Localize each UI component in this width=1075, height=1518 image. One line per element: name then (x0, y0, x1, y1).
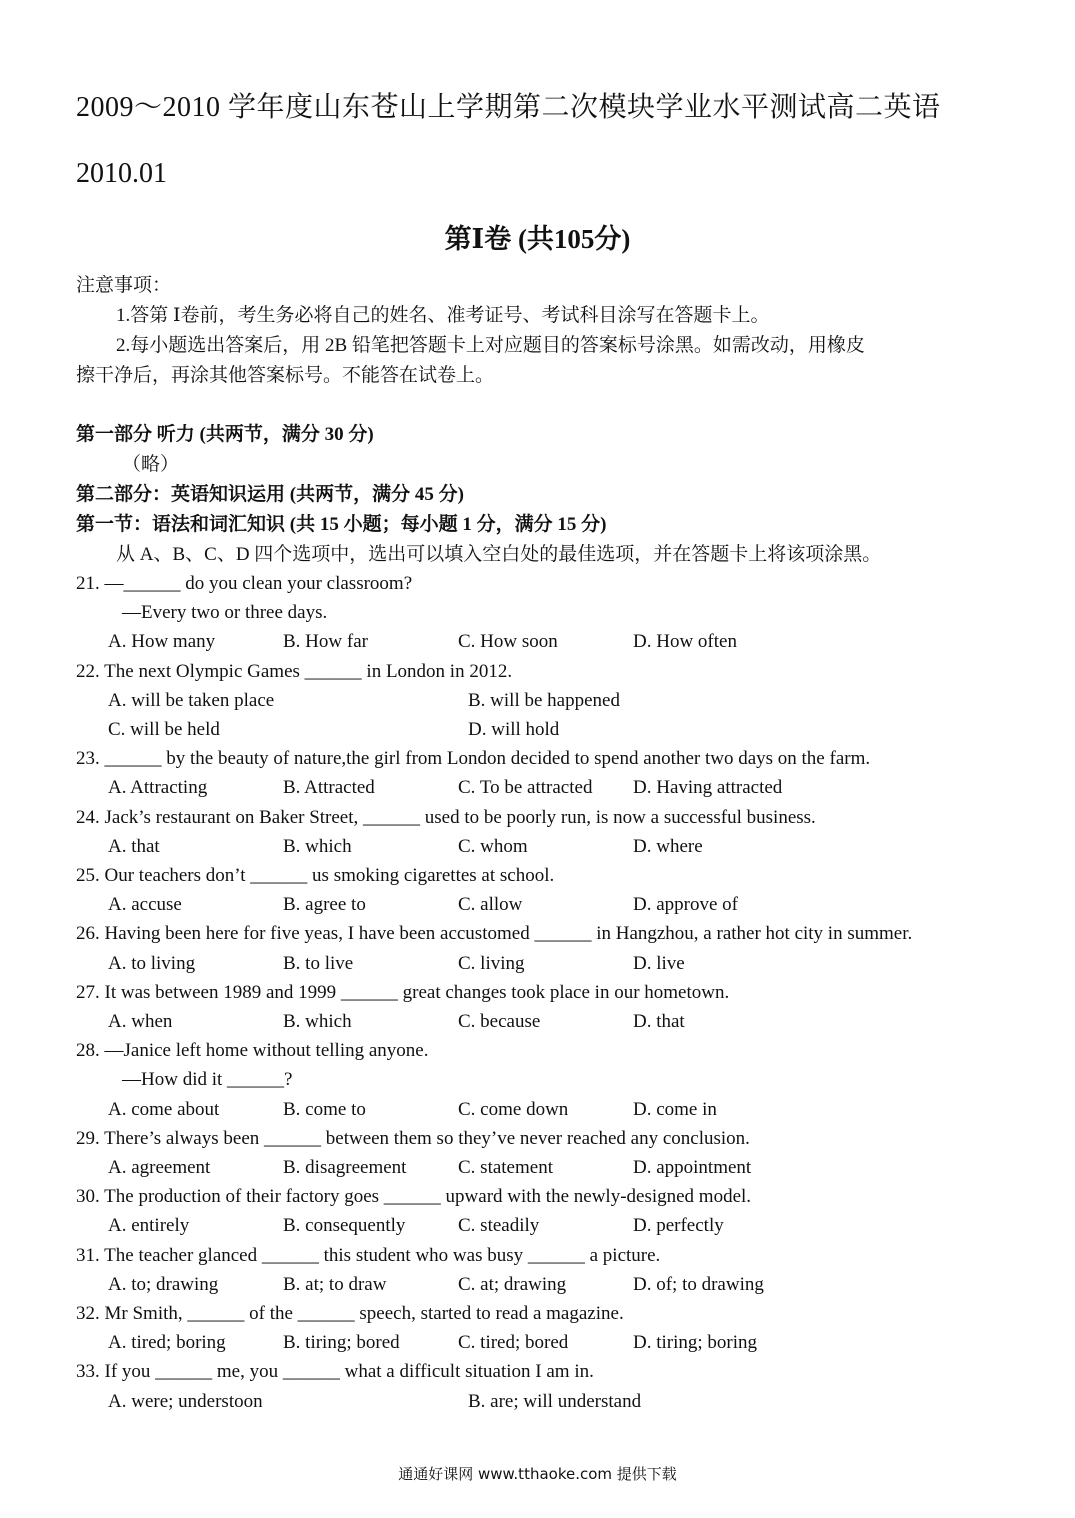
question-32-stem: 32. Mr Smith, ______ of the ______ speech, started to read a magazine. (76, 1303, 624, 1325)
option-b: B. How far (283, 631, 368, 653)
question-21-options (76, 627, 1006, 656)
option-a: A. when (108, 1011, 173, 1033)
option-c: C. allow (458, 894, 523, 916)
volume-title: 第Ⅰ卷 (共105分) (444, 224, 631, 254)
question-21-response: —Every two or three days. (122, 602, 328, 624)
option-a: A. agreement (108, 1157, 211, 1179)
option-b: B. are; will understand (468, 1390, 642, 1412)
question-31-stem: 31. The teacher glanced ______ this student who was busy ______ a picture. (76, 1244, 661, 1266)
question-33-stem: 33. If you ______ me, you ______ what a difficult situation I am in. (76, 1361, 594, 1383)
question-27-stem: 27. It was between 1989 and 1999 ______ great changes took place in our hometown. (76, 981, 730, 1003)
question-22-options-row-2 (76, 715, 1006, 744)
option-a: A. will be taken place (108, 689, 275, 711)
part1-heading: 第一部分 听力 (共两节，满分 30 分) (76, 424, 374, 445)
question-21-stem: 21. —______ do you clean your classroom? (76, 573, 413, 594)
question-24-stem: 24. Jack’s restaurant on Baker Street, ______ used to be poorly run, is now a successful business. (76, 806, 816, 828)
part1-omitted: （略） (122, 454, 180, 475)
option-a: A. tired; boring (108, 1332, 226, 1354)
option-d: D. approve of (633, 894, 738, 916)
question-24-options (76, 832, 1006, 861)
option-a: A. Attracting (108, 777, 208, 799)
option-a: A. How many (108, 631, 216, 653)
option-b: B. tiring; bored (283, 1332, 400, 1354)
option-c: C. because (458, 1011, 541, 1033)
question-28-options (76, 1095, 1006, 1124)
part2-heading: 第二部分：英语知识运用 (共两节，满分 45 分) (76, 484, 464, 505)
question-28-stem: 28. —Janice left home without telling anyone. (76, 1040, 429, 1062)
option-a: A. were; understoon (108, 1390, 263, 1412)
question-28-response: —How did it ______? (122, 1069, 293, 1091)
option-c: C. tired; bored (458, 1332, 569, 1354)
option-b: B. disagreement (283, 1157, 407, 1179)
option-c: C. living (458, 952, 525, 974)
question-26-options (76, 949, 1006, 978)
notes-item-1: 1.答第 Ⅰ卷前，考生务必将自己的姓名、准考证号、考试科目涂写在答题卡上。 (116, 305, 770, 326)
option-c: C. will be held (108, 719, 220, 741)
question-31-options (76, 1270, 1006, 1299)
question-25-stem: 25. Our teachers don’t ______ us smoking cigarettes at school. (76, 865, 555, 887)
option-d: D. of; to drawing (633, 1273, 764, 1295)
option-b: B. agree to (283, 894, 366, 916)
option-b: B. will be happened (468, 689, 620, 711)
option-d: D. Having attracted (633, 777, 783, 799)
question-32-options (76, 1328, 1006, 1357)
option-d: D. will hold (468, 719, 560, 741)
option-a: A. to living (108, 952, 196, 974)
question-25-options (76, 890, 1006, 919)
question-26-stem: 26. Having been here for five yeas, I have been accustomed ______ in Hangzhou, a rather hot city in summer. (76, 923, 913, 945)
option-b: B. which (283, 1011, 352, 1033)
question-22-options-row-1 (76, 686, 1006, 715)
option-d: D. appointment (633, 1157, 752, 1179)
option-d: D. that (633, 1011, 685, 1033)
option-c: C. steadily (458, 1215, 540, 1237)
option-b: B. consequently (283, 1215, 406, 1237)
question-30-stem: 30. The production of their factory goes ______ upward with the newly-designed model. (76, 1186, 752, 1208)
notes-item-2-line-1: 2.每小题选出答案后，用 2B 铅笔把答题卡上对应题目的答案标号涂黑。如需改动，用橡皮 (116, 335, 865, 356)
option-a: A. that (108, 835, 160, 857)
question-23-options (76, 773, 1006, 802)
sections-block (76, 420, 1016, 570)
notes-heading: 注意事项： (76, 275, 172, 296)
option-d: D. perfectly (633, 1215, 724, 1237)
question-30-options (76, 1211, 1006, 1240)
section1-instruction: 从 A、B、C、D 四个选项中，选出可以填入空白处的最佳选项，并在答题卡上将该项涂黑。 (116, 544, 882, 565)
option-d: D. How often (633, 631, 737, 653)
question-29-stem: 29. There’s always been ______ between them so they’ve never reached any conclusion. (76, 1127, 750, 1149)
option-c: C. at; drawing (458, 1273, 567, 1295)
option-a: A. come about (108, 1098, 220, 1120)
option-b: B. to live (283, 952, 354, 974)
page-footer: 通通好课网 www.tthaoke.com 提供下载 (398, 1465, 677, 1483)
option-b: B. at; to draw (283, 1273, 387, 1295)
section1-heading: 第一节：语法和词汇知识 (共 15 小题；每小题 1 分，满分 15 分) (76, 514, 607, 535)
question-23-stem: 23. ______ by the beauty of nature,the girl from London decided to spend another two days on the farm. (76, 748, 871, 770)
document-date: 2010.01 (76, 158, 167, 189)
option-c: C. statement (458, 1157, 553, 1179)
option-b: B. which (283, 835, 352, 857)
option-d: D. tiring; boring (633, 1332, 758, 1354)
option-d: D. where (633, 835, 703, 857)
question-27-options (76, 1007, 1006, 1036)
option-a: A. accuse (108, 894, 182, 916)
option-b: B. come to (283, 1098, 366, 1120)
option-c: C. whom (458, 835, 528, 857)
option-c: C. come down (458, 1098, 569, 1120)
option-c: C. How soon (458, 631, 558, 653)
option-b: B. Attracted (283, 777, 375, 799)
question-29-options (76, 1153, 1006, 1182)
option-a: A. to; drawing (108, 1273, 219, 1295)
option-d: D. live (633, 952, 685, 974)
notes-item-2-line-2: 擦干净后，再涂其他答案标号。不能答在试卷上。 (76, 365, 495, 386)
document-title: 2009～2010 学年度山东苍山上学期第二次模块学业水平测试高二英语 (76, 92, 941, 123)
question-33-options-row-1 (76, 1387, 1006, 1416)
question-22-stem: 22. The next Olympic Games ______ in London in 2012. (76, 660, 513, 682)
question-list (76, 569, 1006, 1416)
option-d: D. come in (633, 1098, 717, 1120)
notes-block (76, 271, 1006, 391)
option-a: A. entirely (108, 1215, 190, 1237)
option-c: C. To be attracted (458, 777, 593, 799)
